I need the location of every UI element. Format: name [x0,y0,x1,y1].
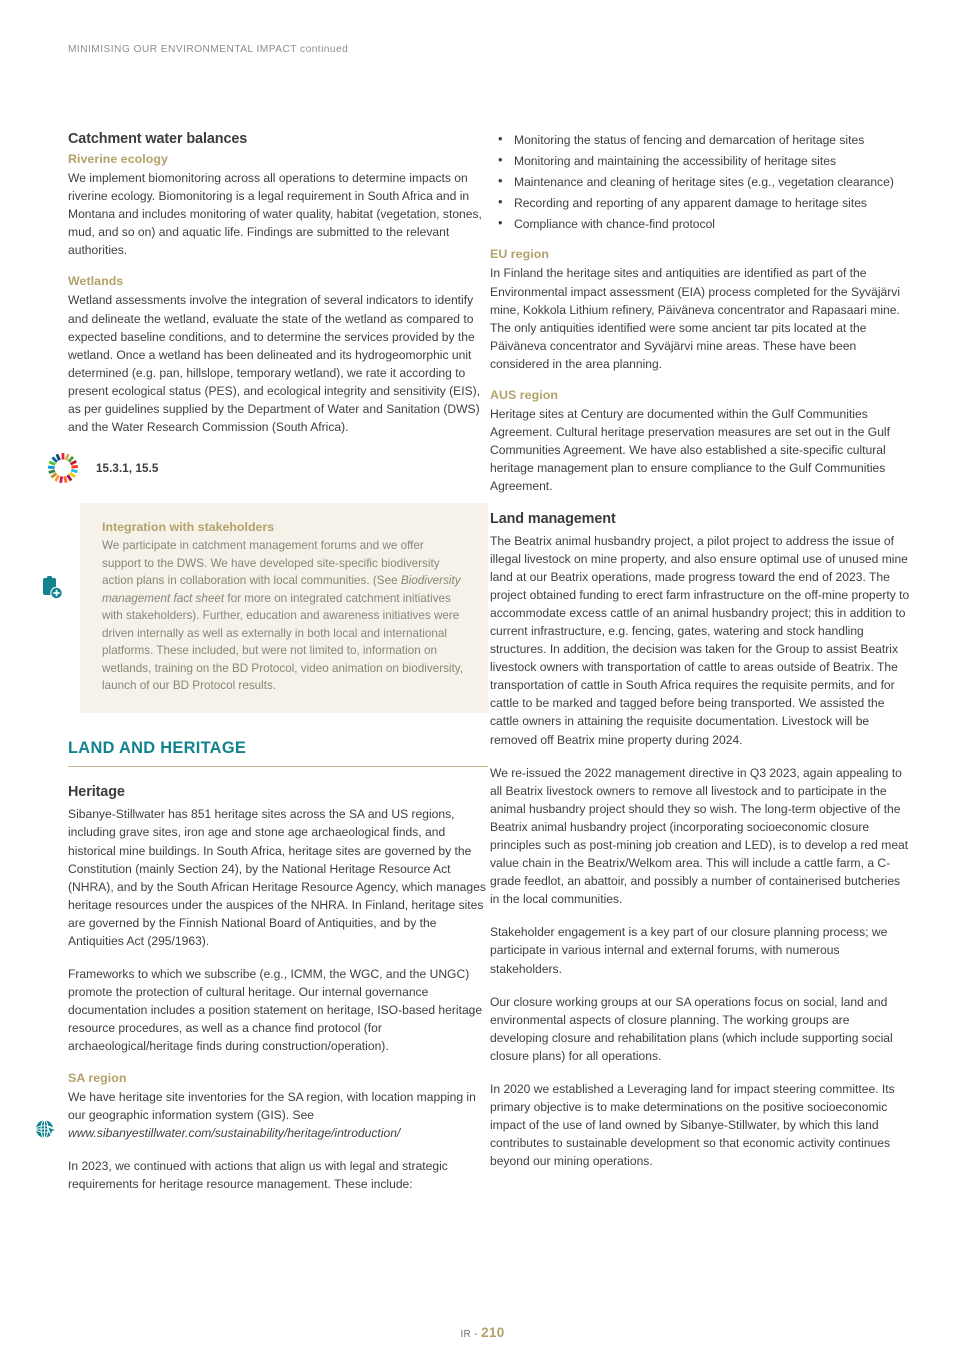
heritage-actions-list [490,131,910,233]
list-item: • Maintenance and cleaning of heritage sites (e.g., vegetation clearance) [490,173,910,191]
eu-region-paragraph: In Finland the heritage sites and antiquities are identified as part of the Environmental impact assessment (EIA) process completed for the Syväjärvi mine, Kokkola Lithium refinery, Päiväneva concentrator and Rapasaari mine. The only antiquities identified were some ancient tar pits located at the Päiväneva concentrator and Syväjärvi mine areas. These have been considered in the area planning. [490,266,901,371]
land-management-paragraph-4: Our closure working groups at our SA operations focus on social, land and environmental aspects of closure planning. The working groups are developing closure and rehabilitation plans (which include supporting social closure plans) for all operations. [490,994,893,1063]
sa-region-heading: SA region [68,1070,127,1085]
catchment-water-balances-heading: Catchment water balances [68,131,248,147]
section-divider [68,766,488,768]
left-column [68,131,488,1208]
land-management-paragraph-3: Stakeholder engagement is a key part of our closure planning process; we participate in various internal and external forums, with numerous stakeholders. [490,925,888,976]
callout-text-part1: We participate in catchment management forums and we offer support to the DWS. We have developed site-specific biodiversity action plans in collaboration with local communities. (See [102,539,440,588]
riverine-ecology-paragraph: We implement biomonitoring across all operations to determine impacts on riverine ecology. Biomonitoring is a legal requirement in South Africa and in Montana and includes monitoring of water quality, habitat (vegetation, stones, mud, and so on) and aquatic life. Findings are submitted to the relevant authorities. [68,171,482,258]
callout-body [102,537,466,695]
page-footer [0,1325,965,1340]
integration-callout-wrapper [68,503,488,713]
land-and-heritage-heading: LAND AND HERITAGE [68,738,247,757]
sdg-wheel-icon [46,451,80,485]
sa-region-text: We have heritage site inventories for the SA region, with location mapping in our geographic information system (GIS). See [68,1089,476,1122]
aus-region-heading: AUS region [490,388,558,403]
running-head: MINIMISING OUR ENVIRONMENTAL IMPACT continued [68,44,349,55]
list-item: • Monitoring the status of fencing and demarcation of heritage sites [490,131,910,149]
callout-title: Integration with stakeholders [102,520,275,535]
list-item: • Recording and reporting of any apparent damage to heritage sites [490,194,910,212]
fact-sheet-icon[interactable] [40,575,64,606]
list-item: • Monitoring and maintaining the accessibility of heritage sites [490,152,910,170]
sa-region-paragraph [68,1088,488,1142]
callout-text-part2: for more on integrated catchment initiatives with stakeholders). Further, education and awareness initiatives were driven internally as well as externally in both local and international platforms. These included, but were not limited to, information on wetlands, training on the BD Protocol, video animation on biodiversity, launch of our BD Protocol results. [102,591,463,693]
integration-callout-box [80,503,488,713]
riverine-ecology-heading: Riverine ecology [68,152,168,166]
aus-region-paragraph: Heritage sites at Century are documented within the Gulf Communities Agreement. Cultural heritage preservation measures are set out in the Gulf Communities Agreement. We have also established a site-specific cultural heritage management plan to ensure compliance to the Gulf Communities Agreement. [490,407,890,494]
sa-region-link-block [68,1088,488,1142]
land-management-paragraph-1: The Beatrix animal husbandry project, a pilot project to address the issue of illegal livestock on mine property, and also ensure optimal use of unused mine land at our Beatrix operations, made progress toward the end of 2023. The project obtained funding to erect farm infrastructure on the off-mine property to accommodate excess cattle of an animal husbandry project; this in addition to current infrastructure, e.g. fencing, gates, watering and stock handling structures. In addition, the decision was taken for the Group to assist Beatrix livestock owners with transportation of cattle to areas outside of Beatrix. The transportation of cattle in South Africa requires the requisite permits, and for cattle to be marked and tagged before being transported. We assisted the cattle owners in attaining the requisite documentation. Livestock will be removed off Beatrix mine property during 2024. [490,533,910,747]
wetlands-heading: Wetlands [68,274,124,289]
sdg-target-label: 15.3.1, 15.5 [96,461,159,475]
land-management-heading: Land management [490,510,616,527]
eu-region-heading: EU region [490,247,549,262]
heritage-paragraph-2: Frameworks to which we subscribe (e.g., ICMM, the WGC, and the UNGC) promote the protection of cultural heritage. Our internal governance documentation includes a position statement on heritage, ISO-based heritage resource procedures, as well as a chance find protocol (for archaeological/heritage finds during construction/operation). [68,967,483,1054]
sa-region-paragraph-2: In 2023, we continued with actions that align us with legal and strategic requirements for heritage resource management. These include: [68,1158,448,1191]
wetlands-paragraph: Wetland assessments involve the integration of several indicators to identify and delineate the wetland, evaluate the state of the wetland as compared to expected baseline conditions, and to determine the services provided by the wetland. Once a wetland has been delineated and its hydrogeomorphic unit determined (e.g. pan, hillslope, temporary wetland), we rate it according to present ecological status (PES), and ecological integrity and sensitivity (EIS), as per guidelines supplied by the Department of Water and Sanitation (DWS) and the Water Research Commission (South Africa). [68,293,481,435]
sa-region-url[interactable]: www.sibanyestillwater.com/sustainability/heritage/introduction/ [68,1125,401,1140]
globe-link-icon[interactable] [34,1119,58,1146]
callout-text-italic: Biodiversity management fact sheet [102,574,461,605]
sdg-target-row [46,451,488,485]
footer-page-number: 210 [481,1325,505,1340]
land-management-paragraph-5: In 2020 we established a Leveraging land for impact steering committee. Its primary objective is to make determinations on the positive socioeconomic impact of the use of land owned by Sibanye-Stillwater, by which this land contributes to sustainable development so that economic activity continues beyond our mining operations. [490,1082,895,1169]
footer-prefix: IR - [460,1329,478,1340]
heritage-heading: Heritage [68,784,125,801]
heritage-paragraph-1: Sibanye-Stillwater has 851 heritage sites across the SA and US regions, including grave sites, iron age and stone age archaeological finds, and historical mine buildings. In South Africa, heritage sites are governed by the Constitution (mainly Section 24), by the National Heritage Resource Act (NHRA), and by the South African Heritage Resource Agency, which manages heritage resources under the auspices of the NHRA. In Finland, heritage sites are governed by the Finnish National Board of Antiquities, and by the Antiquities Act (295/1963). [68,807,486,948]
right-column [490,131,910,1208]
land-management-paragraph-2: We re-issued the 2022 management directive in Q3 2023, again appealing to all Beatrix livestock owners to remove all livestock and to participate in the animal husbandry project should they so wish. The long-term objective of the Beatrix animal husbandry project (incorporating socioeconomic closure principles such as post-mining job creation and LED), is to develop a red meat value chain in the Beatrix/Welkom area. This will include a cattle farm, a C-grade feedlot, an abattoir, and possibly a number of containerised butcheries in the local communities. [490,765,909,907]
two-column-layout [0,131,965,1208]
list-item: • Compliance with chance-find protocol [490,215,910,233]
